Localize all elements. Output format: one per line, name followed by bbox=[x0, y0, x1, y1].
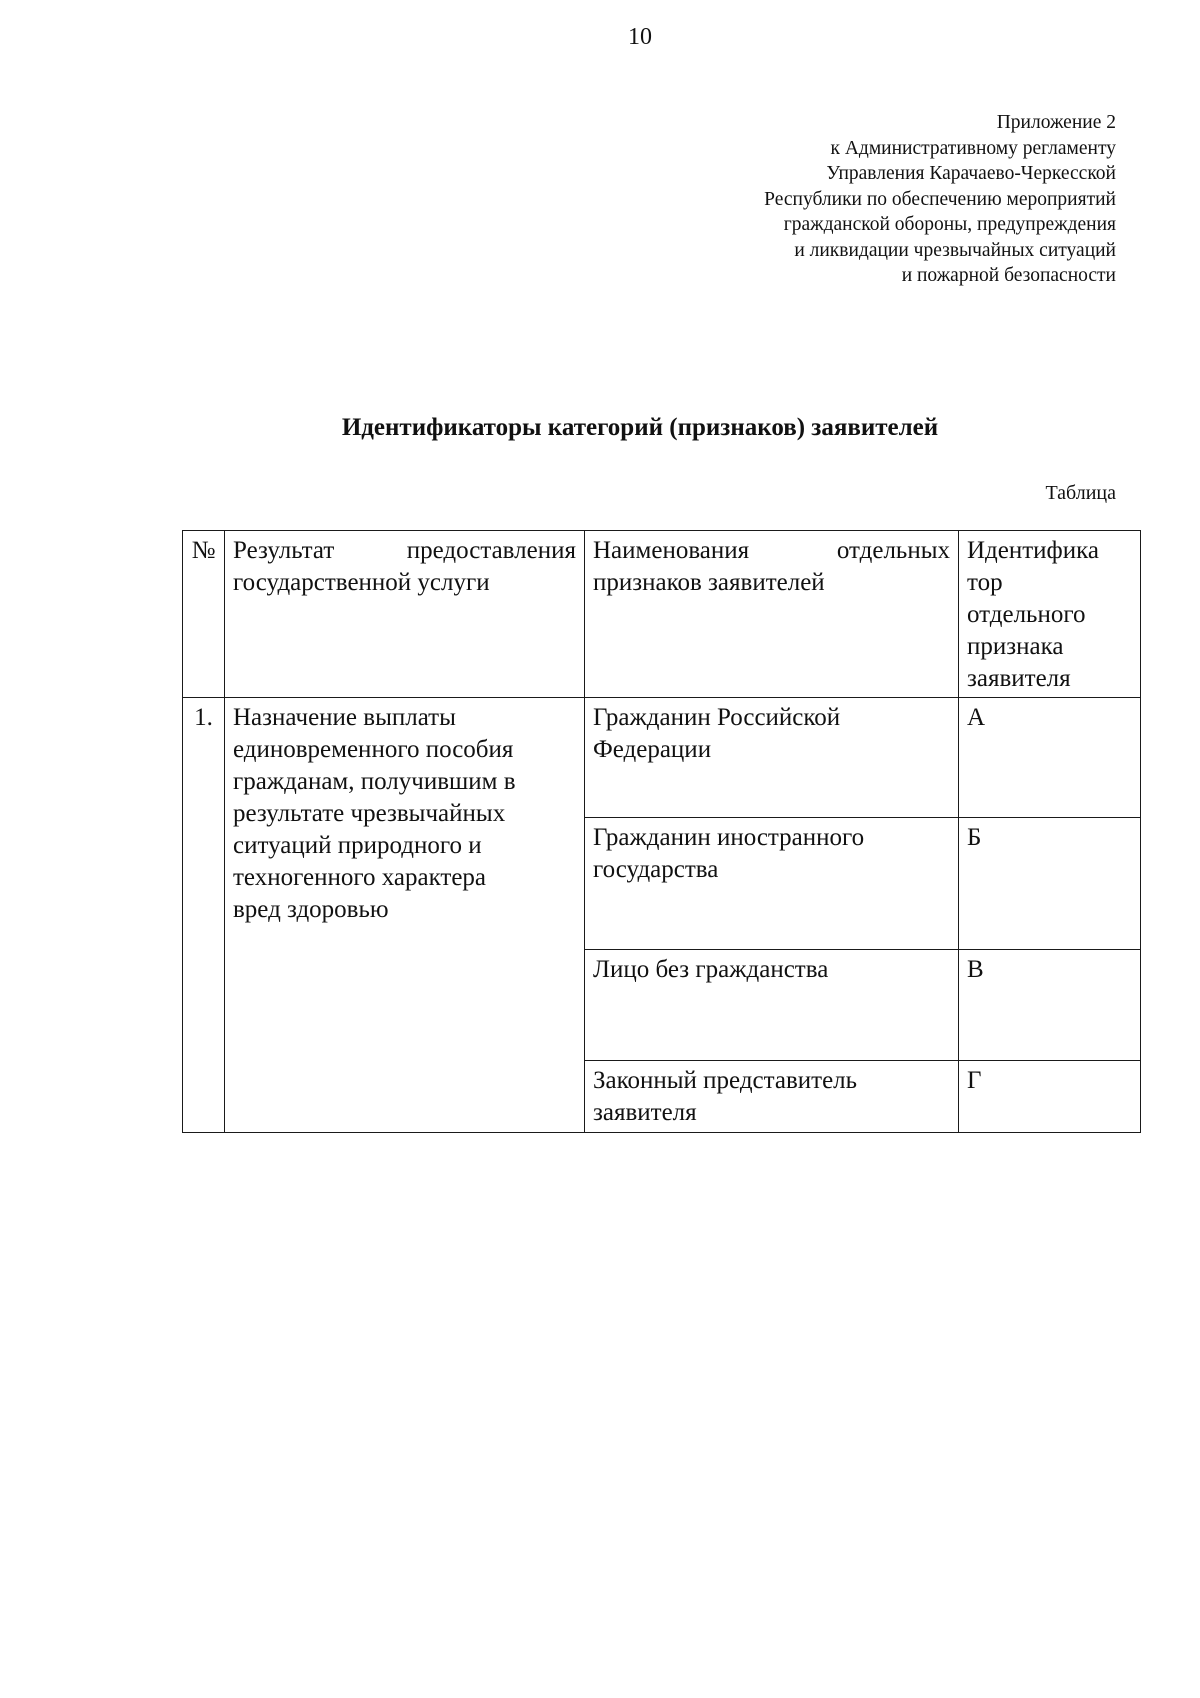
service-result-line: вред здоровью bbox=[233, 896, 389, 923]
table-caption: Таблица bbox=[1045, 482, 1116, 504]
header-identifier-line: Идентифика bbox=[967, 537, 1099, 564]
appendix-line: Приложение 2 bbox=[996, 112, 1116, 133]
header-num: № bbox=[183, 531, 225, 698]
category-identifier-cell: Б bbox=[959, 818, 1141, 950]
service-result-line: гражданам, получившим в bbox=[233, 768, 516, 795]
header-identifier-line: отдельного bbox=[967, 601, 1086, 628]
category-name-line: Гражданин иностранного bbox=[593, 824, 865, 851]
page-number: 10 bbox=[628, 24, 652, 50]
category-name-cell bbox=[585, 818, 959, 950]
header-name bbox=[585, 531, 959, 698]
service-result-line: ситуаций природного и bbox=[233, 832, 482, 859]
appendix-line: Республики по обеспечению мероприятий bbox=[764, 188, 1116, 210]
document-title: Идентификаторы категорий (признаков) заявителей bbox=[341, 414, 939, 441]
header-name-line: признаков заявителей bbox=[593, 569, 825, 596]
appendix-header bbox=[556, 110, 1116, 289]
category-identifier-cell: А bbox=[959, 698, 1141, 818]
header-identifier-line: заявителя bbox=[967, 665, 1071, 692]
appendix-line: гражданской обороны, предупреждения bbox=[783, 214, 1116, 235]
service-result-line: техногенного характера bbox=[233, 864, 487, 891]
table-row bbox=[183, 698, 1141, 818]
service-result-cell bbox=[225, 698, 585, 1133]
header-identifier-line: признака bbox=[967, 633, 1064, 660]
category-identifier-cell: В bbox=[959, 950, 1141, 1061]
category-name-cell bbox=[585, 950, 959, 1061]
row-number: 1. bbox=[183, 698, 225, 1133]
category-name-line: Гражданин Российской bbox=[593, 704, 841, 731]
appendix-line: к Административному регламенту bbox=[830, 137, 1116, 159]
category-name-line: заявителя bbox=[593, 1099, 697, 1126]
appendix-line: и пожарной безопасности bbox=[901, 265, 1116, 286]
identifiers-table bbox=[182, 530, 1141, 1133]
header-result-line: Результат предоставления bbox=[233, 537, 576, 564]
header-name-line: Наименования отдельных bbox=[593, 537, 950, 564]
header-result-line: государственной услуги bbox=[233, 569, 490, 596]
header-result bbox=[225, 531, 585, 698]
category-name-line: государства bbox=[593, 856, 719, 883]
appendix-line: и ликвидации чрезвычайных ситуаций bbox=[794, 239, 1116, 261]
category-name-line: Законный представитель bbox=[593, 1067, 858, 1094]
category-name-cell bbox=[585, 698, 959, 818]
category-name-line: Лицо без гражданства bbox=[593, 956, 829, 983]
category-name-cell bbox=[585, 1061, 959, 1133]
service-result-line: Назначение выплаты bbox=[233, 704, 456, 731]
header-identifier bbox=[959, 531, 1141, 698]
header-identifier-line: тор bbox=[967, 569, 1003, 596]
category-identifier-cell: Г bbox=[959, 1061, 1141, 1133]
service-result-line: единовременного пособия bbox=[233, 736, 514, 763]
table-header-row bbox=[183, 531, 1141, 698]
category-name-line: Федерации bbox=[593, 736, 712, 763]
service-result-line: результате чрезвычайных bbox=[233, 800, 506, 827]
appendix-line: Управления Карачаево-Черкесской bbox=[826, 163, 1116, 184]
